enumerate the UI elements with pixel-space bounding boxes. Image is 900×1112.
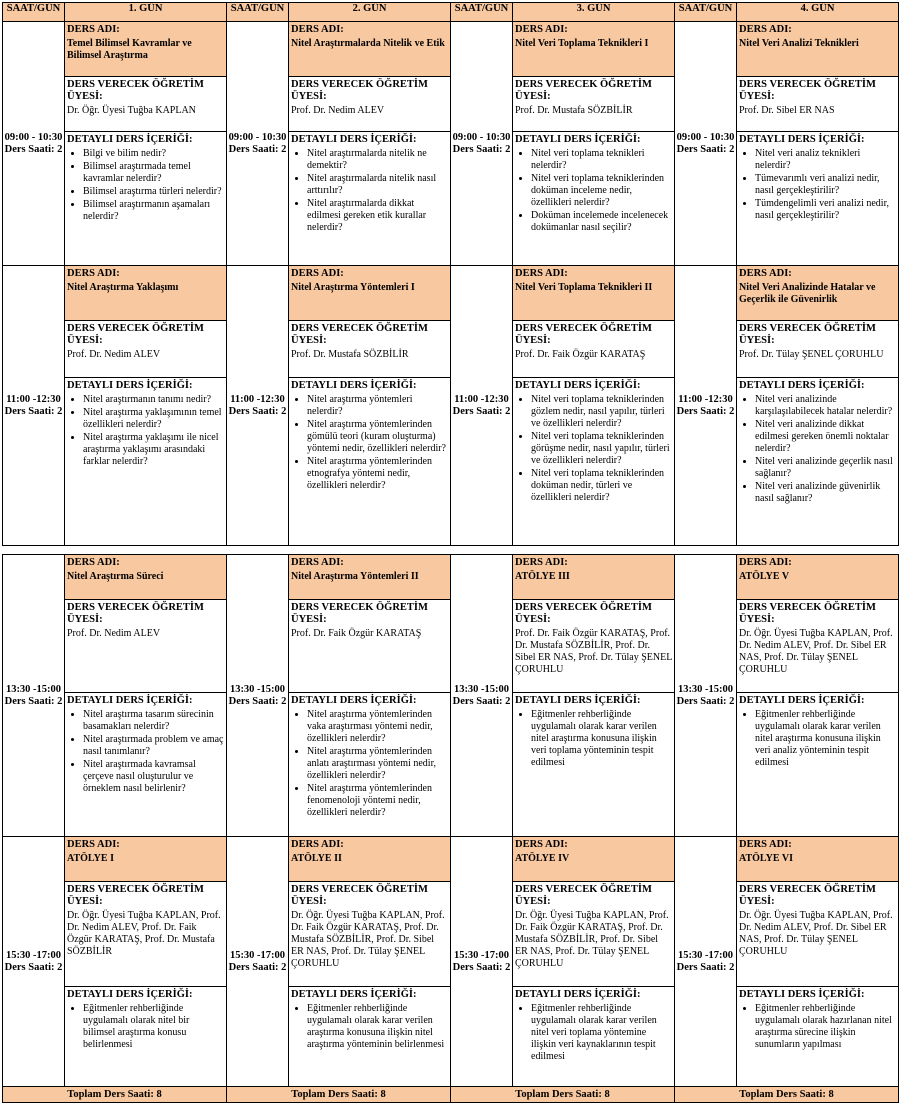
topic-item: • Bilimsel araştırmada temel kavramlar nelerdir? [83, 161, 224, 185]
topic-item: • Eğitmenler rehberliğinde uygulamalı olarak karar verilen araştırma konusuna ilişkin nitel araştırma yönteminin belirlenmesi [307, 1003, 448, 1051]
course-title-block [513, 837, 674, 881]
course-topics [65, 709, 224, 795]
time-slot: 11:00 -12:30 Ders Saati: 2 [3, 266, 65, 546]
course-cell [737, 22, 899, 266]
totals-row [3, 1087, 899, 1103]
topic-item: • Nitel araştırmalarda dikkat edilmesi gereken etik kurallar nelerdir? [307, 198, 448, 234]
topic-item: • Nitel araştırma yöntemlerinden etnografya yöntemi nedir, özellikleri nelerdir? [307, 456, 448, 492]
teacher-label: DERS VERECEK ÖĞRETİM ÜYESİ: [291, 79, 428, 102]
course-teacher: Dr. Öğr. Üyesi Tuğba KAPLAN, Prof. Dr. Nedim ALEV, Prof. Dr. Sibel ER NAS, Prof. Dr. Tülay ŞENEL ÇORUHLU [739, 628, 893, 675]
total-hours-day-1: Toplam Ders Saati: 8 [3, 1087, 227, 1103]
course-cell [513, 22, 675, 266]
course-name-label: DERS ADI: [67, 839, 120, 850]
course-title-block [737, 837, 898, 881]
time-slot: 09:00 - 10:30 Ders Saati: 2 [3, 22, 65, 266]
time-slot: 13:30 -15:00 Ders Saati: 2 [451, 555, 513, 837]
topic-item: • Eğitmenler rehberliğinde uygulamalı olarak karar verilen nitel araştırma konusuna ilişkin veri toplama yönteminin tespit edilmesi [531, 709, 672, 769]
course-cell [513, 837, 675, 1087]
course-topics [289, 394, 448, 492]
course-title-block [513, 22, 674, 76]
course-topics [65, 394, 224, 468]
course-detail-block [289, 692, 450, 819]
course-teacher: Prof. Dr. Faik Özgür KARATAŞ [291, 628, 422, 639]
course-name-label: DERS ADI: [291, 24, 344, 35]
course-topics [289, 1003, 448, 1051]
topic-item: • Nitel veri analizinde dikkat edilmesi gereken önemli noktalar nelerdir? [755, 419, 896, 455]
teacher-label: DERS VERECEK ÖĞRETİM ÜYESİ: [739, 79, 876, 102]
time-slot: 13:30 -15:00 Ders Saati: 2 [675, 555, 737, 837]
topic-item: • Nitel veri analizinde güvenirlik nasıl sağlanır? [755, 481, 896, 505]
detail-label: DETAYLI DERS İÇERİĞİ: [739, 695, 865, 706]
course-name-label: DERS ADI: [739, 268, 792, 279]
topic-item: • Nitel araştırmalarda nitelik ne demektir? [307, 148, 448, 172]
topic-item: • Doküman incelemede incelenecek dokümanlar nasıl seçilir? [531, 210, 672, 234]
course-title-block [737, 555, 898, 599]
teacher-label: DERS VERECEK ÖĞRETİM ÜYESİ: [515, 602, 652, 625]
course-detail-block [65, 986, 226, 1051]
detail-label: DETAYLI DERS İÇERİĞİ: [739, 380, 865, 391]
course-title: Nitel Araştırma Yöntemleri I [291, 282, 415, 293]
topic-item: • Nitel araştırmalarda nitelik nasıl arttırılır? [307, 173, 448, 197]
course-title-block [289, 837, 450, 881]
course-name-label: DERS ADI: [739, 839, 792, 850]
course-detail-block [289, 377, 450, 492]
course-topics [65, 148, 224, 223]
topic-item: • Nitel veri analizinde geçerlik nasıl sağlanır? [755, 456, 896, 480]
detail-label: DETAYLI DERS İÇERİĞİ: [739, 134, 865, 145]
course-topics [289, 148, 448, 234]
teacher-label: DERS VERECEK ÖĞRETİM ÜYESİ: [67, 79, 204, 102]
course-teacher: Prof. Dr. Nedim ALEV [67, 628, 161, 639]
course-cell [65, 266, 227, 546]
topic-item: • Bilgi ve bilim nedir? [83, 148, 224, 160]
course-teacher-block [737, 599, 898, 692]
course-cell [65, 555, 227, 837]
header-day-1: 1. GÜN [65, 3, 227, 22]
topic-item: • Nitel araştırmada problem ve amaç nasıl tanımlanır? [83, 734, 224, 758]
course-teacher: Dr. Öğr. Üyesi Tuğba KAPLAN, Prof. Dr. Nedim ALEV, Prof. Dr. Sibel ER NAS, Prof. Dr. Tülay ŞENEL ÇORUHLU [739, 910, 893, 957]
topic-item: • Nitel araştırma yaklaşımının temel özellikleri nelerdir? [83, 407, 224, 431]
course-teacher: Dr. Öğr. Üyesi Tuğba KAPLAN, Prof. Dr. Faik Özgür KARATAŞ, Prof. Dr. Mustafa SÖZBİLİR, Prof. Dr. Sibel ER NAS, Prof. Dr. Tülay ŞENEL ÇORUHLU [515, 910, 669, 969]
course-cell [289, 266, 451, 546]
time-slot: 13:30 -15:00 Ders Saati: 2 [227, 555, 289, 837]
course-title: Nitel Veri Analizinde Hatalar ve Geçerlik ile Güvenirlik [739, 282, 876, 305]
time-slot: 13:30 -15:00 Ders Saati: 2 [3, 555, 65, 837]
course-teacher-block [65, 881, 226, 986]
teacher-label: DERS VERECEK ÖĞRETİM ÜYESİ: [515, 79, 652, 102]
teacher-label: DERS VERECEK ÖĞRETİM ÜYESİ: [515, 323, 652, 346]
header-time-2: SAAT/GÜN [227, 3, 289, 22]
topic-item: • Nitel araştırma tasarım sürecinin basamakları nelerdir? [83, 709, 224, 733]
time-slot: 15:30 -17:00 Ders Saati: 2 [675, 837, 737, 1087]
course-teacher: Prof. Dr. Faik Özgür KARATAŞ, Prof. Dr. Mustafa SÖZBİLİR, Prof. Dr. Sibel ER NAS, Prof. Dr. Tülay ŞENEL ÇORUHLU [515, 628, 672, 675]
schedule-table-afternoon [2, 554, 899, 1103]
course-title-block [289, 22, 450, 76]
course-name-label: DERS ADI: [291, 268, 344, 279]
course-teacher-block [513, 76, 674, 131]
time-slot: 09:00 - 10:30 Ders Saati: 2 [227, 22, 289, 266]
course-name-label: DERS ADI: [739, 557, 792, 568]
course-detail-block [513, 377, 674, 504]
course-detail-block [513, 692, 674, 769]
topic-item: • Bilimsel araştırma türleri nelerdir? [83, 186, 224, 198]
course-title-block [513, 266, 674, 320]
course-detail-block [65, 377, 226, 468]
course-detail-block [737, 986, 898, 1051]
course-teacher: Dr. Öğr. Üyesi Tuğba KAPLAN, Prof. Dr. Faik Özgür KARATAŞ, Prof. Dr. Mustafa SÖZBİLİR, Prof. Dr. Sibel ER NAS, Prof. Dr. Tülay ŞENEL ÇORUHLU [291, 910, 445, 969]
course-cell [513, 555, 675, 837]
course-title: Nitel Araştırma Süreci [67, 571, 164, 582]
course-title-block [513, 555, 674, 599]
course-title-block [65, 266, 226, 320]
time-slot: 11:00 -12:30 Ders Saati: 2 [451, 266, 513, 546]
course-topics [737, 709, 896, 769]
teacher-label: DERS VERECEK ÖĞRETİM ÜYESİ: [739, 884, 876, 907]
detail-label: DETAYLI DERS İÇERİĞİ: [291, 380, 417, 391]
course-title-block [737, 22, 898, 76]
teacher-label: DERS VERECEK ÖĞRETİM ÜYESİ: [515, 884, 652, 907]
course-detail-block [289, 131, 450, 234]
topic-item: • Tümevarımlı veri analizi nedir, nasıl gerçekleştirilir? [755, 173, 896, 197]
topic-item: • Nitel araştırmanın tanımı nedir? [83, 394, 224, 406]
course-cell [65, 22, 227, 266]
detail-label: DETAYLI DERS İÇERİĞİ: [515, 380, 641, 391]
total-hours-day-3: Toplam Ders Saati: 8 [451, 1087, 675, 1103]
time-slot: 15:30 -17:00 Ders Saati: 2 [3, 837, 65, 1087]
teacher-label: DERS VERECEK ÖĞRETİM ÜYESİ: [67, 602, 204, 625]
course-title-block [289, 266, 450, 320]
course-teacher: Prof. Dr. Nedim ALEV [67, 349, 161, 360]
detail-label: DETAYLI DERS İÇERİĞİ: [67, 989, 193, 1000]
course-title: ATÖLYE II [291, 853, 342, 864]
header-time-3: SAAT/GÜN [451, 3, 513, 22]
course-topics [737, 394, 896, 505]
course-teacher-block [289, 881, 450, 986]
detail-label: DETAYLI DERS İÇERİĞİ: [515, 695, 641, 706]
topic-item: • Nitel araştırmada kavramsal çerçeve nasıl oluşturulur ve örneklem nasıl belirlenir? [83, 759, 224, 795]
course-teacher: Dr. Öğr. Üyesi Tuğba KAPLAN, Prof. Dr. Nedim ALEV, Prof. Dr. Faik Özgür KARATAŞ, Prof. Dr. Mustafa SÖZBİLİR [67, 910, 221, 957]
topic-item: • Nitel araştırma yöntemlerinden anlatı araştırması yöntemi nedir, özellikleri nelerdir? [307, 746, 448, 782]
teacher-label: DERS VERECEK ÖĞRETİM ÜYESİ: [291, 884, 428, 907]
course-detail-block [513, 131, 674, 234]
course-name-label: DERS ADI: [515, 24, 568, 35]
course-teacher: Prof. Dr. Sibel ER NAS [739, 105, 835, 116]
topic-item: • Nitel araştırma yöntemlerinden gömülü teori (kuram oluşturma) yöntemi nedir, özellikleri nelerdir? [307, 419, 448, 455]
course-detail-block [513, 986, 674, 1063]
course-title: Nitel Veri Toplama Teknikleri II [515, 282, 653, 293]
course-teacher: Prof. Dr. Faik Özgür KARATAŞ [515, 349, 646, 360]
course-teacher-block [513, 320, 674, 377]
course-name-label: DERS ADI: [67, 268, 120, 279]
course-name-label: DERS ADI: [291, 839, 344, 850]
topic-item: • Nitel veri analiz teknikleri nelerdir? [755, 148, 896, 172]
course-detail-block [737, 692, 898, 769]
course-cell [289, 22, 451, 266]
topic-item: • Bilimsel araştırmanın aşamaları nelerdir? [83, 199, 224, 223]
course-title-block [289, 555, 450, 599]
course-teacher-block [65, 320, 226, 377]
course-name-label: DERS ADI: [515, 839, 568, 850]
course-cell [289, 555, 451, 837]
course-teacher: Dr. Öğr. Üyesi Tuğba KAPLAN [67, 105, 196, 116]
topic-item: • Nitel veri toplama tekniklerinden görüşme nedir, nasıl yapılır, türleri ve özellikleri nelerdir? [531, 431, 672, 467]
schedule-row [3, 266, 899, 546]
course-teacher-block [513, 599, 674, 692]
course-title: Nitel Araştırma Yöntemleri II [291, 571, 419, 582]
course-name-label: DERS ADI: [739, 24, 792, 35]
course-topics [289, 709, 448, 819]
course-title: Nitel Veri Analizi Teknikleri [739, 38, 859, 49]
course-cell [513, 266, 675, 546]
course-title: ATÖLYE I [67, 853, 114, 864]
topic-item: • Eğitmenler rehberliğinde uygulamalı olarak nitel bir bilimsel araştırma konusu belirlenmesi [83, 1003, 224, 1051]
course-name-label: DERS ADI: [67, 557, 120, 568]
detail-label: DETAYLI DERS İÇERİĞİ: [67, 134, 193, 145]
course-topics [513, 709, 672, 769]
schedule-row [3, 555, 899, 837]
course-teacher: Prof. Dr. Nedim ALEV [291, 105, 385, 116]
course-title: Nitel Araştırma Yaklaşımı [67, 282, 179, 293]
header-time-4: SAAT/GÜN [675, 3, 737, 22]
course-teacher-block [65, 599, 226, 692]
course-title: Nitel Veri Toplama Teknikleri I [515, 38, 649, 49]
course-title: Nitel Araştırmalarda Nitelik ve Etik [291, 38, 445, 49]
time-slot: 09:00 - 10:30 Ders Saati: 2 [451, 22, 513, 266]
course-title-block [737, 266, 898, 320]
course-teacher-block [289, 76, 450, 131]
topic-item: • Nitel veri toplama tekniklerinden doküman nedir, türleri ve özellikleri nelerdir? [531, 468, 672, 504]
course-teacher-block [65, 76, 226, 131]
course-title: ATÖLYE VI [739, 853, 794, 864]
course-name-label: DERS ADI: [67, 24, 120, 35]
course-title-block [65, 22, 226, 76]
course-topics [513, 1003, 672, 1063]
course-cell [65, 837, 227, 1087]
course-cell [289, 837, 451, 1087]
course-cell [737, 555, 899, 837]
course-topics [513, 148, 672, 234]
course-title-block [65, 555, 226, 599]
teacher-label: DERS VERECEK ÖĞRETİM ÜYESİ: [291, 323, 428, 346]
time-slot: 15:30 -17:00 Ders Saati: 2 [451, 837, 513, 1087]
detail-label: DETAYLI DERS İÇERİĞİ: [515, 134, 641, 145]
detail-label: DETAYLI DERS İÇERİĞİ: [291, 989, 417, 1000]
course-teacher-block [289, 320, 450, 377]
course-name-label: DERS ADI: [515, 557, 568, 568]
course-title-block [65, 837, 226, 881]
course-detail-block [737, 377, 898, 505]
topic-item: • Nitel veri toplama teknikleri nelerdir? [531, 148, 672, 172]
course-name-label: DERS ADI: [291, 557, 344, 568]
total-hours-day-4: Toplam Ders Saati: 8 [675, 1087, 899, 1103]
teacher-label: DERS VERECEK ÖĞRETİM ÜYESİ: [291, 602, 428, 625]
topic-item: • Eğitmenler rehberliğinde uygulamalı olarak karar verilen nitel veri toplama yöntemine ilişkin veri kaynaklarının tespit edilmesi [531, 1003, 672, 1063]
topic-item: • Nitel araştırma yaklaşımı ile nicel araştırma yaklaşımı arasındaki farklar nelerdir? [83, 432, 224, 468]
course-title: ATÖLYE V [739, 571, 790, 582]
course-title: Temel Bilimsel Kavramlar ve Bilimsel Araştırma [67, 38, 192, 61]
course-detail-block [289, 986, 450, 1051]
detail-label: DETAYLI DERS İÇERİĞİ: [515, 989, 641, 1000]
header-day-2: 2. GÜN [289, 3, 451, 22]
course-detail-block [65, 692, 226, 795]
course-topics [65, 1003, 224, 1051]
schedule-table-morning [2, 2, 899, 546]
course-teacher: Prof. Dr. Mustafa SÖZBİLİR [291, 349, 409, 360]
course-name-label: DERS ADI: [515, 268, 568, 279]
course-teacher: Prof. Dr. Mustafa SÖZBİLİR [515, 105, 633, 116]
topic-item: • Eğitmenler rehberliğinde uygulamalı olarak hazırlanan nitel araştırma sürecine ilişkin sunumların yapılması [755, 1003, 896, 1051]
detail-label: DETAYLI DERS İÇERİĞİ: [67, 695, 193, 706]
course-topics [513, 394, 672, 504]
teacher-label: DERS VERECEK ÖĞRETİM ÜYESİ: [67, 323, 204, 346]
course-detail-block [65, 131, 226, 223]
teacher-label: DERS VERECEK ÖĞRETİM ÜYESİ: [739, 602, 876, 625]
topic-item: • Eğitmenler rehberliğinde uygulamalı olarak karar verilen nitel araştırma konusuna ilişkin veri analiz yönteminin tespit edilmesi [755, 709, 896, 769]
course-title: ATÖLYE IV [515, 853, 570, 864]
time-slot: 11:00 -12:30 Ders Saati: 2 [227, 266, 289, 546]
teacher-label: DERS VERECEK ÖĞRETİM ÜYESİ: [739, 323, 876, 346]
topic-item: • Nitel veri toplama tekniklerinden doküman inceleme nedir, özellikleri nelerdir? [531, 173, 672, 209]
course-title: ATÖLYE III [515, 571, 570, 582]
time-slot: 11:00 -12:30 Ders Saati: 2 [675, 266, 737, 546]
header-row [3, 3, 899, 22]
total-hours-day-2: Toplam Ders Saati: 8 [227, 1087, 451, 1103]
detail-label: DETAYLI DERS İÇERİĞİ: [291, 695, 417, 706]
course-teacher-block [289, 599, 450, 692]
header-day-3: 3. GÜN [513, 3, 675, 22]
course-teacher-block [737, 320, 898, 377]
topic-item: • Nitel araştırma yöntemleri nelerdir? [307, 394, 448, 418]
course-topics [737, 148, 896, 222]
detail-label: DETAYLI DERS İÇERİĞİ: [739, 989, 865, 1000]
course-cell [737, 266, 899, 546]
teacher-label: DERS VERECEK ÖĞRETİM ÜYESİ: [67, 884, 204, 907]
course-teacher-block [737, 76, 898, 131]
course-detail-block [737, 131, 898, 222]
topic-item: • Tümdengelimli veri analizi nedir, nasıl gerçekleştirilir? [755, 198, 896, 222]
course-teacher: Prof. Dr. Tülay ŞENEL ÇORUHLU [739, 349, 884, 360]
detail-label: DETAYLI DERS İÇERİĞİ: [67, 380, 193, 391]
course-cell [737, 837, 899, 1087]
time-slot: 09:00 - 10:30 Ders Saati: 2 [675, 22, 737, 266]
schedule-row [3, 22, 899, 266]
topic-item: • Nitel veri toplama tekniklerinden gözlem nedir, nasıl yapılır, türleri ve özellikleri nelerdir? [531, 394, 672, 430]
course-teacher-block [513, 881, 674, 986]
course-topics [737, 1003, 896, 1051]
topic-item: • Nitel veri analizinde karşılaşılabilecek hatalar nelerdir? [755, 394, 896, 418]
topic-item: • Nitel araştırma yöntemlerinden fenomenoloji yöntemi nedir, özellikleri nelerdir? [307, 783, 448, 819]
header-day-4: 4. GÜN [737, 3, 899, 22]
schedule-row [3, 837, 899, 1087]
detail-label: DETAYLI DERS İÇERİĞİ: [291, 134, 417, 145]
topic-item: • Nitel araştırma yöntemlerinden vaka araştırması yöntemi nedir, özellikleri nelerdir? [307, 709, 448, 745]
course-teacher-block [737, 881, 898, 986]
time-slot: 15:30 -17:00 Ders Saati: 2 [227, 837, 289, 1087]
header-time-1: SAAT/GÜN [3, 3, 65, 22]
